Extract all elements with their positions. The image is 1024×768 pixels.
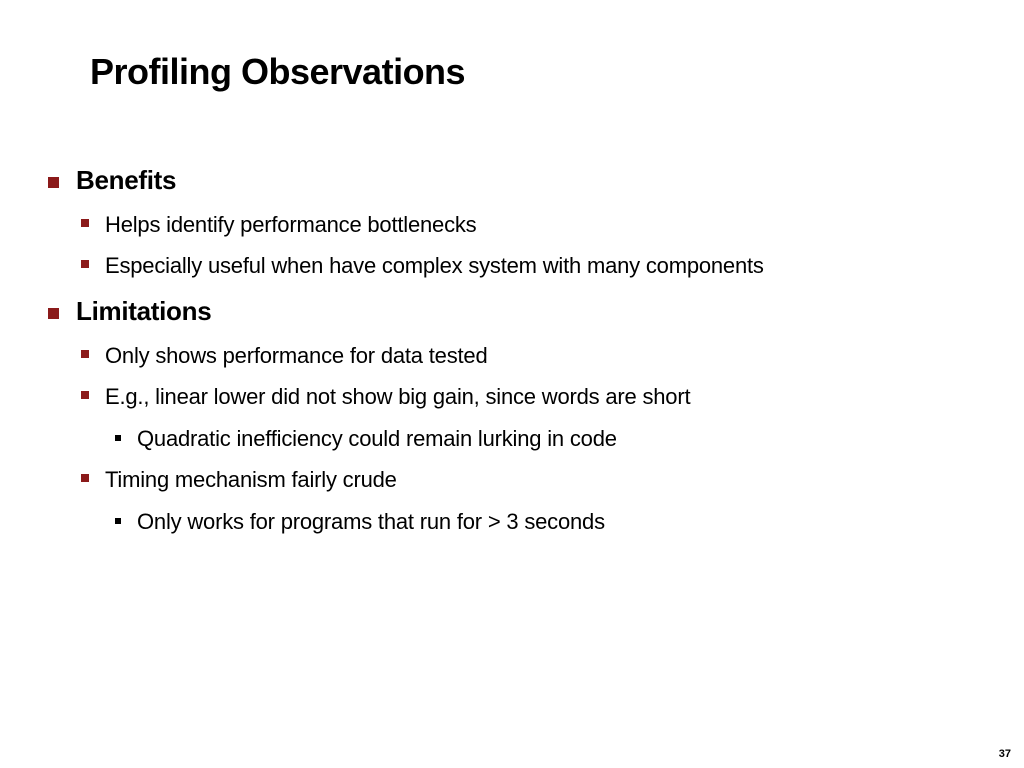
square-bullet-icon [81,350,89,358]
page-number: 37 [998,748,1011,760]
square-bullet-icon [48,308,59,319]
list-item [81,384,690,410]
sub-list-item-text: Only works for programs that run for > 3 seconds [137,509,605,534]
square-bullet-icon [48,177,59,188]
sub-list-item [115,426,617,452]
bullet-limitations [48,296,211,327]
square-bullet-icon [81,391,89,399]
section-heading: Benefits [76,165,177,195]
list-item-text: E.g., linear lower did not show big gain, since words are short [105,384,691,409]
square-bullet-icon [115,435,121,441]
square-bullet-icon [115,518,121,524]
square-bullet-icon [81,260,89,268]
list-item-text: Especially useful when have complex system with many components [105,253,764,278]
sub-list-item [115,509,605,535]
section-heading: Limitations [76,296,212,326]
square-bullet-icon [81,474,89,482]
slide-title: Profiling Observations [90,51,466,92]
list-item-text: Helps identify performance bottlenecks [105,212,477,237]
list-item-text: Timing mechanism fairly crude [105,467,397,492]
list-item [81,343,487,369]
sub-list-item-text: Quadratic inefficiency could remain lurking in code [137,426,617,451]
list-item [81,212,476,238]
square-bullet-icon [81,219,89,227]
list-item [81,467,397,493]
list-item-text: Only shows performance for data tested [105,343,488,368]
list-item [81,253,764,279]
bullet-benefits [48,165,176,196]
